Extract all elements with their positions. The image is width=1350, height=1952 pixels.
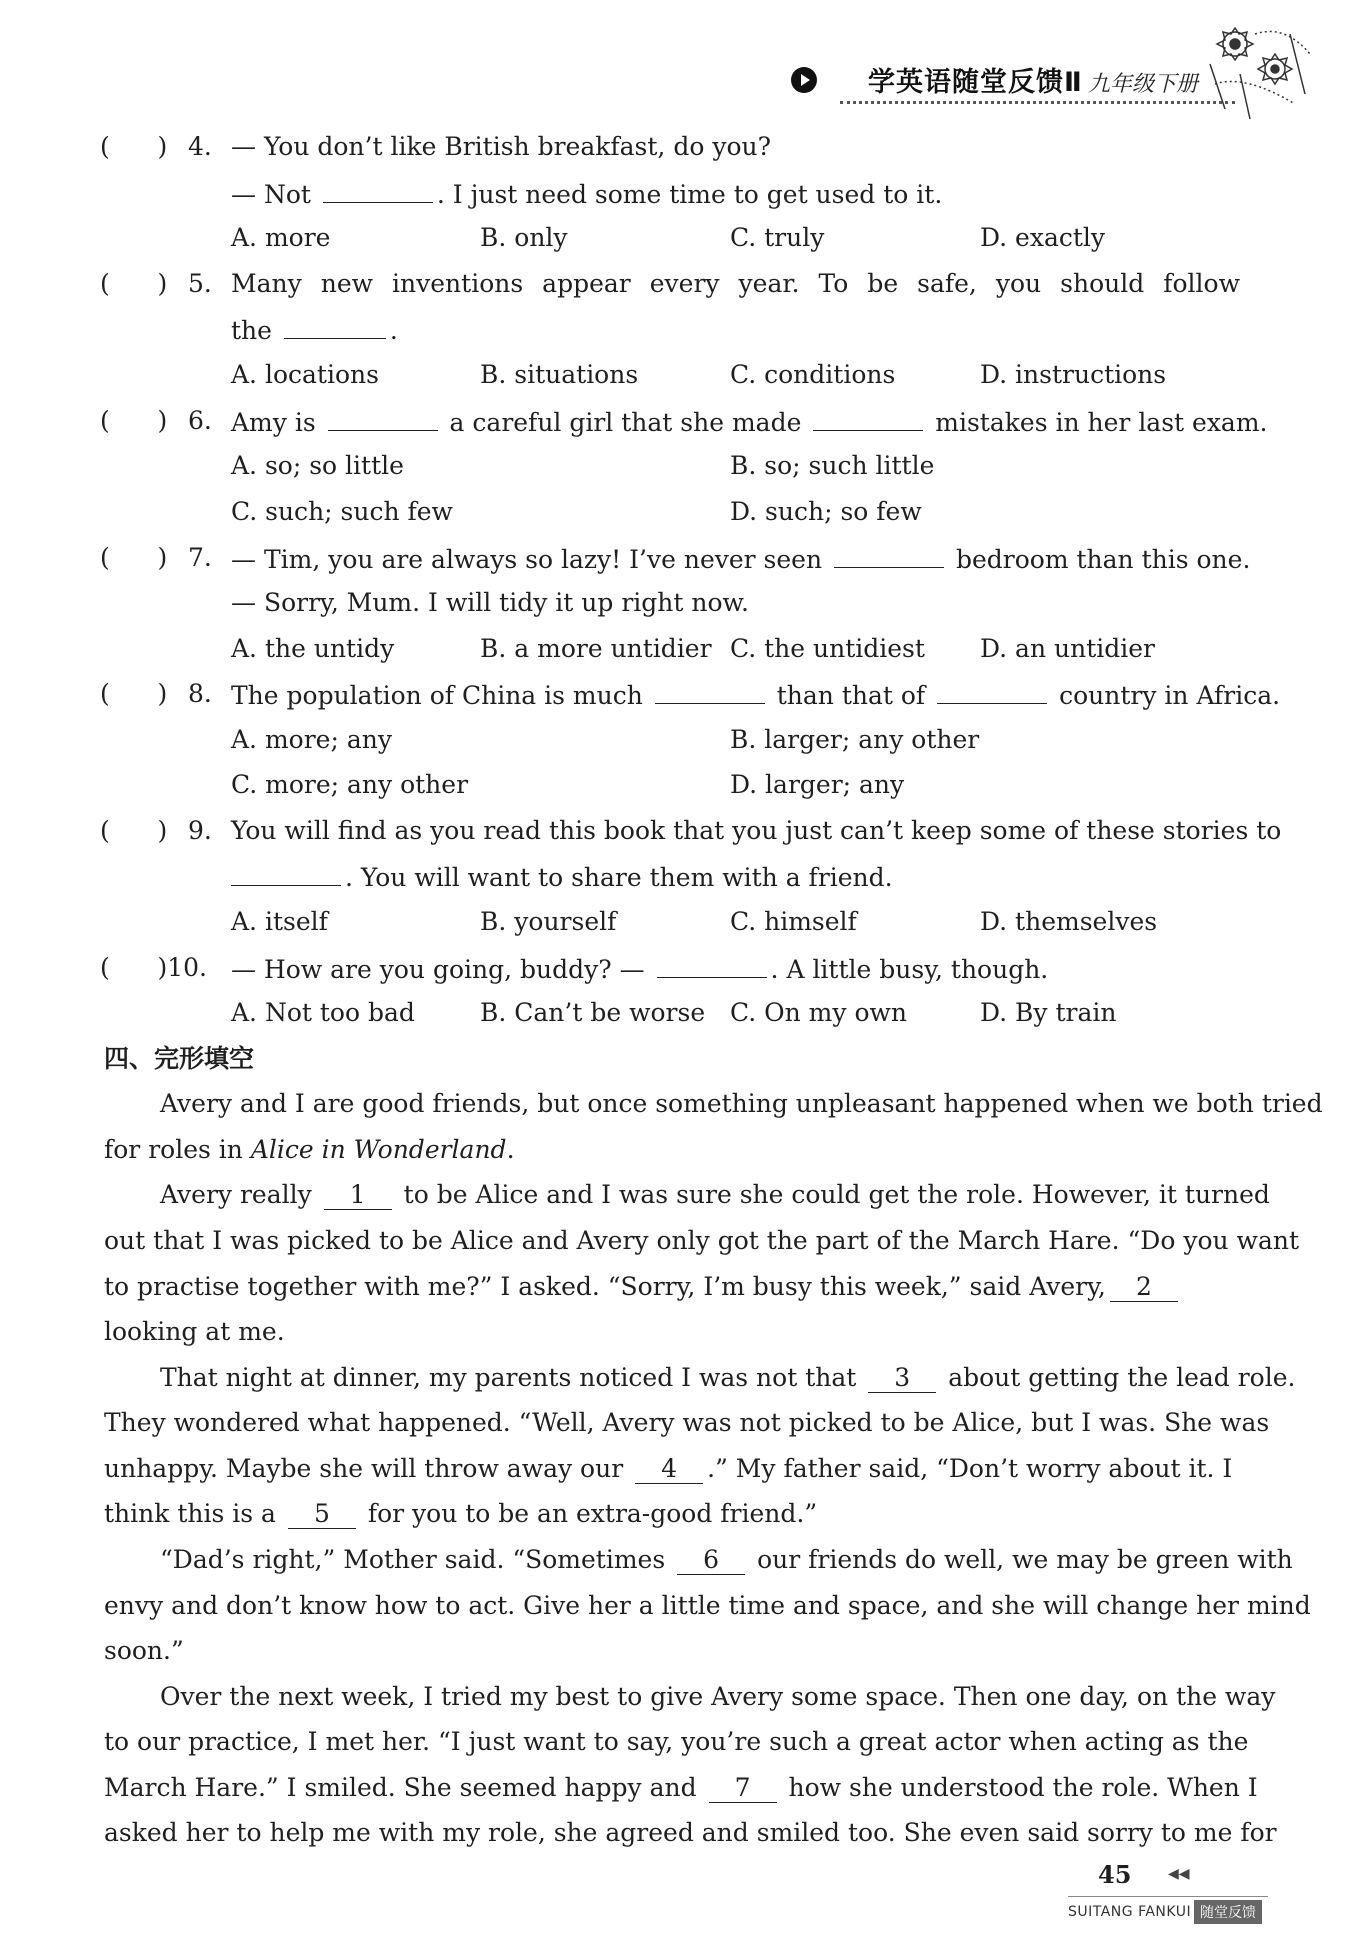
option-c[interactable]: C. himself <box>730 907 857 936</box>
option-b[interactable]: B. situations <box>480 360 639 389</box>
option-b[interactable]: B. only <box>480 223 568 252</box>
option-d[interactable]: D. instructions <box>980 360 1167 389</box>
option-b[interactable]: B. so; such little <box>730 451 935 480</box>
book-title: Alice in Wonderland <box>250 1135 507 1164</box>
option-b[interactable]: B. yourself <box>480 907 617 936</box>
option-b[interactable]: B. Can’t be worse <box>480 998 706 1027</box>
option-a[interactable]: A. more; any <box>231 725 392 754</box>
cloze-blank-6[interactable]: 6 <box>677 1546 745 1575</box>
answer-bracket[interactable]: ( )10. <box>100 953 207 982</box>
answer-blank[interactable] <box>328 404 438 431</box>
page-number: 45 <box>1098 1860 1132 1889</box>
cloze-blank-4[interactable]: 4 <box>635 1455 703 1484</box>
question-number: 9. <box>188 816 212 845</box>
footer-tag: 随堂反馈 <box>1194 1900 1262 1924</box>
option-d[interactable]: D. larger; any <box>730 770 905 799</box>
answer-blank[interactable] <box>284 312 386 339</box>
grade-label: 九年级下册 <box>1088 72 1199 97</box>
answer-blank[interactable] <box>655 677 765 704</box>
answer-bracket[interactable]: ( ) <box>100 406 168 435</box>
cloze-blank-5[interactable]: 5 <box>288 1500 356 1529</box>
answer-blank[interactable] <box>937 677 1047 704</box>
cloze-blank-2[interactable]: 2 <box>1110 1273 1178 1302</box>
option-a[interactable]: A. Not too bad <box>231 998 415 1027</box>
question-number: 8. <box>188 679 212 708</box>
play-icon <box>790 66 818 94</box>
question-text: Many new inventions appear every year. To be safe, you should follow <box>231 269 1240 298</box>
answer-blank[interactable] <box>323 176 433 203</box>
answer-bracket[interactable]: ( ) <box>100 816 168 845</box>
option-c[interactable]: C. truly <box>730 223 825 252</box>
flower-decoration-icon <box>1195 14 1320 129</box>
answer-blank[interactable] <box>813 404 923 431</box>
section-heading: 四、完形填空 <box>104 1044 255 1073</box>
answer-blank[interactable] <box>834 541 944 568</box>
option-d[interactable]: D. an untidier <box>980 634 1155 663</box>
cloze-blank-7[interactable]: 7 <box>709 1774 777 1803</box>
question-number: 6. <box>188 406 212 435</box>
answer-bracket[interactable]: ( ) <box>100 132 168 161</box>
page-header <box>0 0 1350 120</box>
option-c[interactable]: C. On my own <box>730 998 908 1027</box>
answer-bracket[interactable]: ( ) <box>100 679 168 708</box>
option-b[interactable]: B. larger; any other <box>730 725 980 754</box>
option-b[interactable]: B. a more untidier <box>480 634 712 663</box>
answer-blank[interactable] <box>231 859 341 886</box>
double-arrow-left-icon: ◀◀ <box>1168 1866 1190 1882</box>
option-a[interactable]: A. so; so little <box>231 451 404 480</box>
option-a[interactable]: A. locations <box>231 360 379 389</box>
question-text: You will find as you read this book that you just can’t keep some of these stories to <box>231 816 1282 845</box>
answer-bracket[interactable]: ( ) <box>100 543 168 572</box>
option-c[interactable]: C. such; such few <box>231 497 453 526</box>
option-c[interactable]: C. conditions <box>730 360 896 389</box>
question-number: 4. <box>188 132 212 161</box>
question-number: 5. <box>188 269 212 298</box>
answer-blank[interactable] <box>657 951 767 978</box>
question-number: 7. <box>188 543 212 572</box>
option-d[interactable]: D. themselves <box>980 907 1158 936</box>
answer-bracket[interactable]: ( ) <box>100 269 168 298</box>
option-c[interactable]: C. the untidiest <box>730 634 925 663</box>
footer-pinyin: SUITANG FANKUI <box>1068 1904 1192 1920</box>
option-a[interactable]: A. itself <box>231 907 328 936</box>
option-d[interactable]: D. exactly <box>980 223 1106 252</box>
option-c[interactable]: C. more; any other <box>231 770 469 799</box>
option-a[interactable]: A. the untidy <box>231 634 395 663</box>
option-a[interactable]: A. more <box>231 223 331 252</box>
option-d[interactable]: D. By train <box>980 998 1117 1027</box>
question-text: — You don’t like British breakfast, do you? <box>231 132 772 161</box>
option-d[interactable]: D. such; so few <box>730 497 922 526</box>
series-title: 学英语随堂反馈Ⅱ <box>868 67 1083 98</box>
footer-rule <box>1068 1896 1268 1897</box>
header-dotted-rule <box>840 101 1235 104</box>
cloze-blank-1[interactable]: 1 <box>324 1181 392 1210</box>
cloze-blank-3[interactable]: 3 <box>868 1364 936 1393</box>
